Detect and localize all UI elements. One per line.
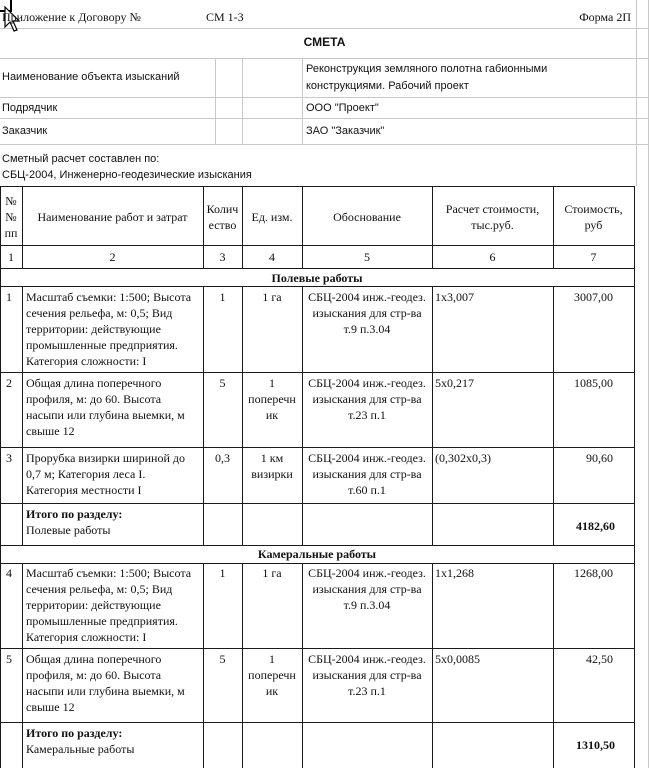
col-number: 2 [109, 250, 116, 264]
row-unit: 1 га [262, 290, 282, 304]
row-basis [302, 450, 432, 498]
row-qty: 0,3 [215, 451, 230, 465]
total-section-name: Камеральные работы [26, 742, 135, 756]
total-label: Итого по разделу: [26, 507, 123, 521]
row-number: 2 [6, 376, 12, 390]
object-label: Наименование объекта изысканий [2, 71, 180, 83]
section-title-office: Камеральные работы [257, 547, 377, 561]
contractor-value: ООО "Проект" [306, 102, 379, 114]
row-name-line: Категория сложности: I [26, 630, 147, 644]
row-name-line: Категория сложности: I [26, 354, 147, 368]
col-unit: Ед. изм. [251, 210, 293, 224]
row-basis-line: СБЦ-2004 инж.-геодез. [308, 566, 426, 580]
row-name-line: сечения рельефа, м: 0,5; Вид [26, 582, 173, 596]
appendix-label: Приложение к Договору № [2, 10, 141, 24]
row-basis [302, 651, 432, 699]
document-code: СМ 1-3 [206, 10, 244, 24]
row-cost: 90,60 [586, 451, 613, 465]
row-name-line: Общая длина поперечного [26, 652, 162, 666]
row-name-line: свыше 12 [26, 424, 75, 438]
col-qty-line1: Колич [206, 202, 239, 216]
col-number: 5 [364, 250, 370, 264]
row-basis-line: изыскания для стр-ва [312, 668, 422, 682]
row-calc: 5х0,0085 [435, 652, 480, 666]
row-basis-line: т.23 п.1 [348, 408, 386, 422]
col-basis: Обоснование [333, 210, 401, 224]
row-name [26, 651, 185, 715]
row-number: 1 [6, 290, 12, 304]
document-title: СМЕТА [303, 35, 346, 49]
row-unit-line: 1 км [260, 451, 284, 465]
row-calc: 5х0,217 [435, 376, 474, 390]
row-calc: 1х3,007 [435, 290, 474, 304]
basis-line1: Сметный расчет составлен по: [2, 153, 160, 165]
row-unit [242, 375, 302, 423]
row-name-line: Масштаб съемки: 1:500; Высота [26, 566, 192, 580]
customer-value: ЗАО "Заказчик" [306, 125, 385, 137]
row-cost: 1268,00 [574, 566, 613, 580]
row-basis-line: СБЦ-2004 инж.-геодез. [308, 376, 426, 390]
col-number: 1 [8, 250, 14, 264]
row-name [26, 375, 185, 439]
object-value-line1: Реконструкция земляного полотна габионными [306, 63, 548, 75]
row-basis-line: т.23 п.1 [348, 684, 386, 698]
row-name-line: насыпи или глубина выемки, м [26, 408, 185, 422]
row-unit-line: визирки [251, 467, 293, 481]
row-calc: 1х1,268 [435, 566, 474, 580]
total-value: 1310,50 [576, 738, 615, 752]
row-basis [302, 289, 432, 337]
row-unit: 1 га [262, 566, 282, 580]
row-name-line: территории: действующие [26, 598, 161, 612]
row-qty: 5 [219, 652, 226, 666]
row-basis [302, 565, 432, 613]
row-calc: (0,302х0,3) [435, 451, 491, 465]
row-basis-line: СБЦ-2004 инж.-геодез. [308, 652, 426, 666]
col-number: 6 [489, 250, 496, 264]
col-qty-line2: ество [208, 218, 237, 232]
object-value-line2: конструкциями. Рабочий проект [306, 80, 469, 92]
row-unit-line: 1 [269, 652, 275, 666]
row-name-line: 0,7 м; Категория леса I. [26, 467, 146, 481]
row-name-line: территории: действующие [26, 322, 161, 336]
col-no-line3: пп [4, 226, 18, 240]
row-basis-line: т.60 п.1 [348, 483, 386, 497]
total-label: Итого по разделу: [26, 726, 123, 740]
row-qty: 1 [219, 290, 226, 304]
row-number: 3 [6, 451, 12, 465]
section-title-field: Полевые работы [271, 271, 363, 285]
row-qty: 1 [219, 566, 226, 580]
row-unit-line: ик [265, 408, 279, 422]
col-cost-line2: руб [584, 218, 603, 232]
row-cost: 3007,00 [574, 290, 613, 304]
row-basis-line: т.9 п.3.04 [343, 598, 391, 612]
row-name-line: Прорубка визирки шириной до [26, 451, 185, 465]
row-number: 4 [6, 566, 12, 580]
col-number: 3 [219, 250, 226, 264]
row-name-line: Масштаб съемки: 1:500; Высота [26, 290, 192, 304]
col-no-line1: № [5, 194, 17, 208]
row-basis-line: изыскания для стр-ва [312, 306, 422, 320]
total-value: 4182,60 [576, 519, 615, 533]
row-name-line: профиля, м: до 60. Высота [26, 668, 162, 682]
row-basis-line: СБЦ-2004 инж.-геодез. [308, 290, 426, 304]
row-name [26, 565, 191, 645]
row-cost: 1085,00 [574, 376, 613, 390]
row-basis-line: изыскания для стр-ва [312, 582, 422, 596]
col-name: Наименование работ и затрат [37, 210, 188, 224]
row-name-line: Категория местности I [26, 483, 142, 497]
basis-line2: СБЦ-2004, Инженерно-геодезические изыскания [2, 169, 252, 181]
row-name-line: промышленные предприятия. [26, 338, 178, 352]
row-unit-line: 1 [269, 376, 275, 390]
row-name-line: Общая длина поперечного [26, 376, 162, 390]
row-unit [242, 651, 302, 699]
row-basis [302, 375, 432, 423]
row-name [26, 289, 191, 369]
total-section-name: Полевые работы [26, 523, 111, 537]
row-name [26, 450, 185, 498]
row-name-line: сечения рельефа, м: 0,5; Вид [26, 306, 173, 320]
col-no-line2: № [5, 210, 17, 224]
row-number: 5 [6, 652, 12, 666]
row-unit-line: поперечн [248, 392, 296, 406]
col-cost-line1: Стоимость, [564, 202, 623, 216]
row-basis-line: изыскания для стр-ва [312, 392, 422, 406]
row-cost: 42,50 [586, 652, 613, 666]
contractor-label: Подрядчик [2, 102, 58, 114]
row-name-line: профиля, м: до 60. Высота [26, 392, 162, 406]
row-unit [242, 450, 302, 482]
row-name-line: промышленные предприятия. [26, 614, 178, 628]
row-basis-line: т.9 п.3.04 [343, 322, 391, 336]
row-unit-line: ик [265, 684, 279, 698]
col-calc-line1: Расчет стоимости, [445, 202, 540, 216]
row-name-line: свыше 12 [26, 700, 75, 714]
row-qty: 5 [219, 376, 226, 390]
customer-label: Заказчик [2, 125, 48, 137]
form-label: Форма 2П [579, 10, 631, 24]
row-basis-line: СБЦ-2004 инж.-геодез. [308, 451, 426, 465]
col-number: 4 [269, 250, 275, 264]
row-basis-line: изыскания для стр-ва [312, 467, 422, 481]
col-number: 7 [590, 250, 597, 264]
row-name-line: насыпи или глубина выемки, м [26, 684, 185, 698]
col-calc-line2: тыс.руб. [471, 218, 514, 232]
row-unit-line: поперечн [248, 668, 296, 682]
